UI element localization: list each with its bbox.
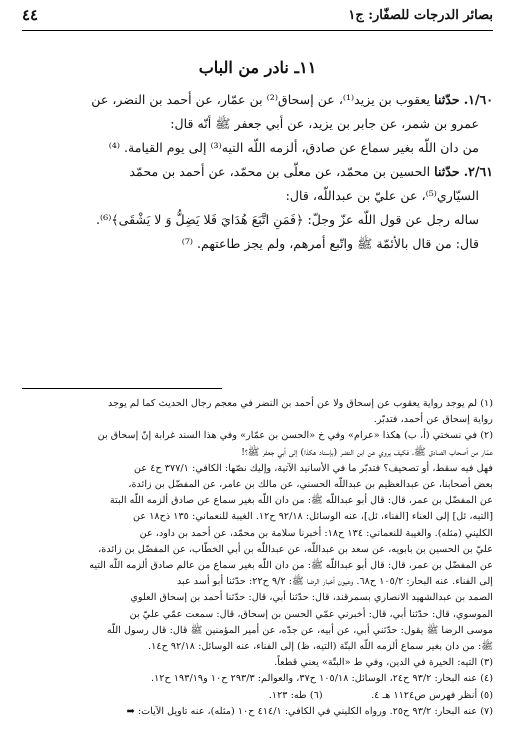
hadith-keyword: حدّثنا xyxy=(434,92,460,107)
footnote-line: عمّار من أصحاب الصادق ﷺ، فكيف يروي عن ابن النضر (بإسناد هكذا) إلى أبي جعفر ﷺ؟! xyxy=(241,446,493,458)
hadith-1-line-3: من دان اللّه بغير سماع عن صادق، ألزمه اللّه التيه⁽³⁾ إلى يوم القيامة. ⁽⁴⁾ xyxy=(108,140,479,155)
hadith-2-line-3: ساله رجل عن قول اللّه عزّ وجلّ: ﴿فَمَنِ اتَّبَعَ هُدَايَ فَلا يَضِلُّ وَ لا يَشْقَى﴾⁽⁶⁾. xyxy=(96,212,479,227)
hadith-2-line-1 xyxy=(22,160,493,184)
hadith-number: ٢/٦١. xyxy=(463,164,493,179)
footnote-line: عن المفضّل بن عمر، قال: قال أبو عبداللّه ﷺ: من دان اللّه بغير سماع من عالم صادق ألزمه اللّه التيه xyxy=(89,560,493,572)
footnote-line: الكليني (مثله). والغيبة للنعماني: ١٣٤ ح١٨: أخبرنا سلامة بن محمّد، عن أحمد بن داود، عن xyxy=(139,527,493,539)
footnote-line: إلى الفناء. عنه البحار: ١٠٥/٢ ح٦٨. وعيون أخبار الرضا ﷺ: ٩/٢ ح٢٢: حدّثنا أبو أسد عبد xyxy=(176,576,493,588)
footnote-6: (٦) طه: ١٢٣. xyxy=(268,689,323,701)
hadith-1-line-2: عمرو بن شمر، عن جابر بن يزيد، عن أبي جعفر ﷺ أنّه قال: xyxy=(170,116,479,131)
footnote-line: (٢) في نسختي (أ، ب) هكذا «عرام» وفي خ «الحسن بن عمّار» وفي هذا السند غرابة إنّ إسحاق بن xyxy=(97,430,493,442)
page-number: ٤٤ xyxy=(22,6,39,24)
footnote-separator xyxy=(22,388,222,389)
footnote-line xyxy=(22,704,493,720)
hadith-1-line-1 xyxy=(22,88,493,112)
hadith-2-line-4: قال: من قال بالأئمّة ﷺ واتّبع أمرهم، ولم يجز طاعتهم. ⁽⁷⁾ xyxy=(181,236,479,251)
footnote-line: الصمد بن عبدالشهيد الانصاري بسمرقند، قال: حدّثنا أبي، قال: حدّثنا أحمد بن إسحاق العلوي xyxy=(130,592,493,604)
footnote-line: (١) لم يوجد رواية يعقوب عن إسحاق ولا عن أحمد بن النضر في معجم رجال الحديث كما لم يوجد xyxy=(108,398,493,409)
footnote-7: (٧) عنه البحار: ٩٣/٢ ح٢٥. ورواه الكليني في الكافي: ٤١٤/١ ح١٠ (مثله)، عنه تاويل الآيات: xyxy=(137,705,493,717)
footnote-line: ﷺ: من دان بغير سماع ألزمه اللّه البتّة (التيه، ظ) إلى الفناء، عنه الوسائل: ٩٢/١٨ ح١٤. xyxy=(148,641,493,653)
footnote-line: فهل فيه سقط، أو تصحيف؟ فتدبّر ما في الأسانيد الآتية، وإليك نصّها: الكافي: ٣٧٧/١ ح٤ عن xyxy=(133,462,493,474)
footnote-line: عن المفضّل بن عمر، قال: قال أبو عبداللّه ﷺ: من دان اللّه بغير سماع عن صادق ألزمه اللّه البتة xyxy=(109,495,493,507)
footnote-line: (٣) التيه: الحيرة في الدين، وفي ط «البتّة» يعني قطعاً. xyxy=(274,657,493,669)
footnote-line: رواية إسحاق عن أحمد، فتدبّر. xyxy=(373,414,493,426)
header-rule xyxy=(22,30,493,31)
hadith-number: ١/٦٠. xyxy=(463,92,493,107)
hadith-keyword: حدّثنا xyxy=(434,164,460,179)
continuation-arrow-icon: ➡ xyxy=(126,705,135,717)
hadith-text: يعقوب بن يزيد⁽¹⁾، عن إسحاق⁽²⁾ بن عمّار، عن أحمد بن النضر، عن xyxy=(91,92,431,107)
hadith-text: الحسين بن محمّد، عن معلّى بن محمّد، عن أحمد بن محمّد xyxy=(129,164,431,179)
footnote-line: عليّ بن الحسين بن بابويه، عن سعد بن عبداللّه، عن عبداللّه بن أبي الخطّاب، عن المفضّل بن زائدة، xyxy=(98,543,493,555)
hadith-2-line-2: السيّاري⁽⁵⁾، عن عليّ بن عبداللّه، قال: xyxy=(285,188,479,203)
footnote-line xyxy=(22,688,493,704)
footnote-5: (٥) أنظر فهرس ص١١٢٤ هـ ٤. xyxy=(371,689,493,701)
main-text xyxy=(22,88,493,256)
running-title: بصائر الدرجات للصفّار: ج۱ xyxy=(348,8,493,23)
chapter-heading: ١١ـ نادر من الباب xyxy=(198,58,317,77)
footnote-line: موسى الرضا ﷺ يقول: حدّثني أبي، عن أبيه، عن جدّه، عن أمير المؤمنين ﷺ قال: قال رسول اللّه xyxy=(106,624,493,636)
footnotes xyxy=(22,396,493,720)
footnote-line: بعض أصحابنا، عن عبدالعظيم بن عبداللّه الحسني، عن مالك بن عامر، عن المفضّل بن زائدة، xyxy=(128,479,493,491)
footnote-line: (٤) عنه البحار: ٩٣/٢ ح٢٤، الوسائل: ١٠٥/١٨ ح٣٧، والعوالم: ٢٩٣/٣ ح١٠ و١٩٣/١٩ ح١٢. xyxy=(150,673,493,685)
page-header xyxy=(22,6,493,28)
footnote-line: [التيه، ئل] إلى العناء [الفناء، ئل]، عنه الوسائل: ٩٢/١٨ ح١٢. الغيبة للنعماني: ١٣٥ ذح١٨ عن xyxy=(132,511,493,523)
footnote-line: الموسوي، قال: حدّثنا أبي، قال: أخبرني عمّي الحسن بن إسحاق، قال: سمعت عمّي عليّ بن xyxy=(129,608,493,620)
